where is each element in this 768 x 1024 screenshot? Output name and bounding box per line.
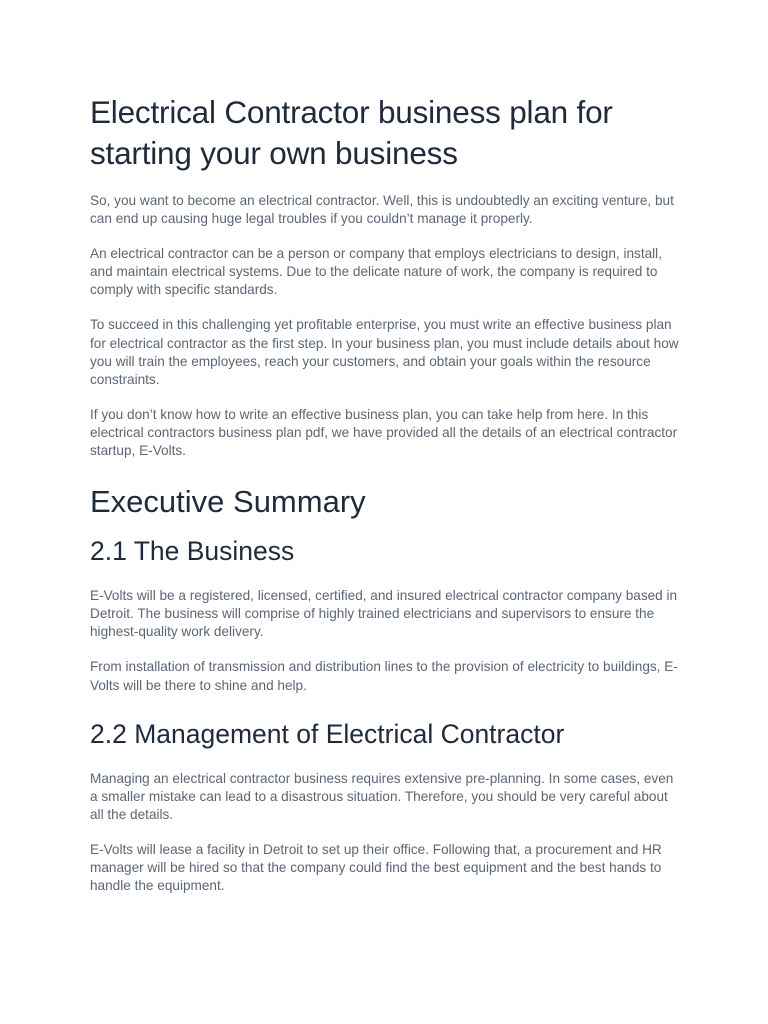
intro-paragraph-4: If you don’t know how to write an effective business plan, you can take help from here. In this electrical contractors business plan pdf, we have provided all the details of an electrical contractor startup, E-Volts. [90, 406, 678, 459]
intro-paragraph-1: So, you want to become an electrical contractor. Well, this is undoubtedly an exciting venture, but can end up causing huge legal troubles if you couldn’t manage it properly. [90, 193, 674, 227]
the-business-paragraph-1: E-Volts will be a registered, licensed, certified, and insured electrical contractor company based in Detroit. The business will comprise of highly trained electricians and supervisors to ensure the highest-quality work delivery. [90, 588, 678, 640]
management-paragraph-1: Managing an electrical contractor business requires extensive pre-planning. In some cases, even a smaller mistake can lead to a disastrous situation. Therefore, you should be very careful about all the details. [90, 770, 674, 822]
intro-paragraph-2: An electrical contractor can be a person or company that employs electricians to design, install, and maintain electrical systems. Due to the delicate nature of work, the company is required to comply with specific standards. [90, 246, 662, 298]
document-page [90, 92, 680, 912]
executive-summary-heading: Executive Summary [90, 484, 366, 520]
management-paragraph-2: E-Volts will lease a facility in Detroit to set up their office. Following that, a procurement and HR manager will be hired so that the company could find the best equipment and the best hands to handle the equipment. [90, 841, 662, 894]
the-business-paragraph-2: From installation of transmission and distribution lines to the provision of electricity to buildings, E-Volts will be there to shine and help. [90, 659, 678, 693]
management-heading: 2.2 Management of Electrical Contractor [90, 718, 565, 749]
intro-paragraph-3: To succeed in this challenging yet profitable enterprise, you must write an effective business plan for electrical contractor as the first step. In your business plan, you must include details about how you will train the employees, reach your customers, and obtain your goals within the resource constraints. [90, 317, 679, 387]
document-title: Electrical Contractor business plan for starting your own business [90, 94, 613, 171]
the-business-heading: 2.1 The Business [90, 536, 295, 567]
